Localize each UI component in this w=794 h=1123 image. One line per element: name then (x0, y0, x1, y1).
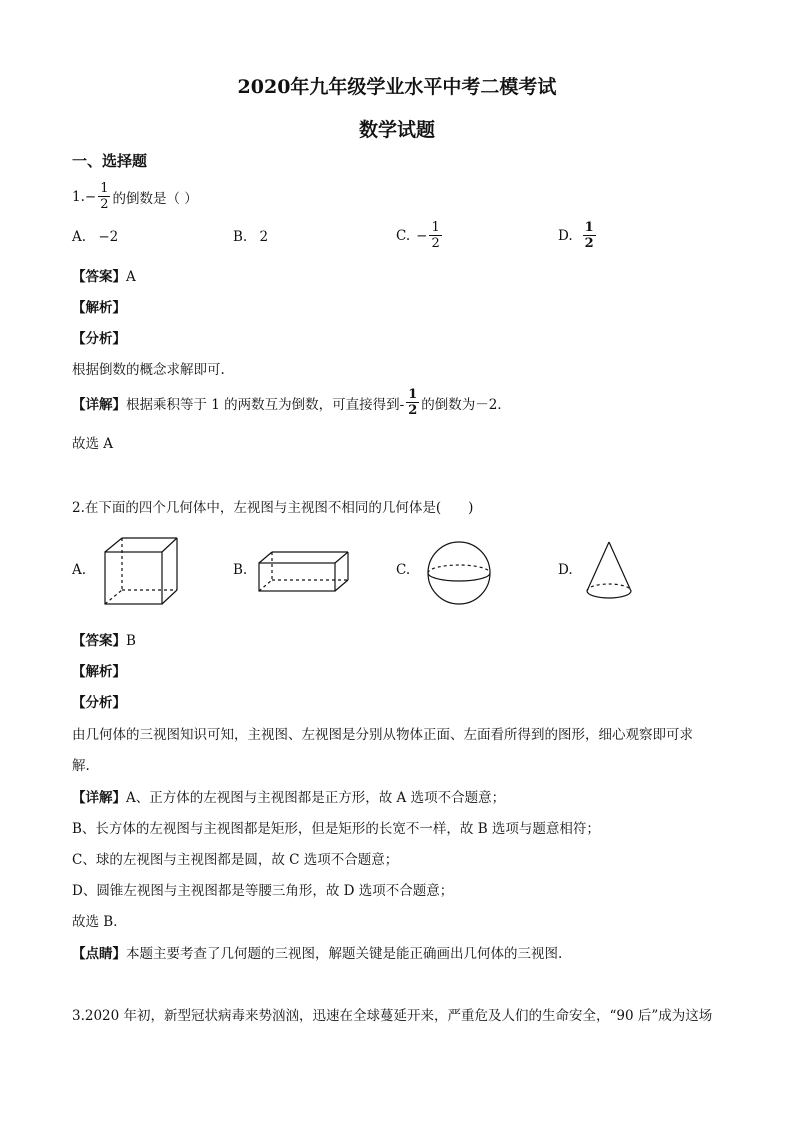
q1-analysis-label: 【解析】 (72, 300, 126, 316)
q1-option-a (72, 229, 118, 245)
q2-fenxi-line-2: 解. (72, 758, 90, 774)
fraction-denominator: 2 (408, 403, 418, 418)
option-letter: D. (558, 227, 573, 244)
cube-figure (100, 535, 182, 607)
option-letter: B. (233, 229, 248, 245)
q1-fraction (98, 181, 110, 212)
q1-minus-sign: − (84, 188, 97, 205)
q2-detail-d: D、圆锥左视图与主视图都是等腰三角形，故 D 选项不合题意； (72, 883, 454, 899)
page-title: 2020年九年级学业水平中考二模考试 (237, 76, 557, 98)
q2-option-d-label: D. (558, 562, 573, 578)
detail-text: A、正方体的左视图与主视图都是正方形，故 A 选项不合题意； (126, 790, 506, 806)
option-fraction (429, 220, 441, 251)
option-letter: A. (72, 229, 87, 245)
answer-value: B (126, 633, 136, 649)
cuboid-figure (255, 547, 353, 595)
answer-label: 【答案】 (72, 269, 126, 285)
detail-fraction (406, 387, 419, 418)
q2-option-c-label: C. (396, 562, 411, 578)
q2-option-b-label: B. (233, 562, 248, 578)
option-value: 2 (259, 229, 269, 245)
q2-fenxi-line-1: 由几何体的三视图知识可知，主视图、左视图是分别从物体正面、左面看所得到的图形，细心观察即可求 (72, 727, 693, 743)
detail-text-post: 的倒数为－2． (421, 396, 511, 413)
question-2-stem: 2.在下面的四个几何体中，左视图与主视图不相同的几何体是( ) (72, 500, 474, 516)
fraction-numerator: 1 (408, 387, 418, 402)
sphere-figure (424, 539, 494, 607)
q1-option-d (558, 220, 598, 251)
q1-choose: 故选 A (72, 436, 114, 452)
q1-answer (72, 265, 136, 285)
fraction-numerator: 1 (431, 220, 440, 235)
q2-dianjing (72, 942, 562, 962)
fraction-denominator: 2 (584, 236, 594, 251)
q2-analysis-label: 【解析】 (72, 664, 126, 680)
q1-fenxi-label: 【分析】 (72, 331, 126, 347)
option-value: −2 (98, 229, 119, 245)
question-3-stem: 3.2020 年初，新型冠状病毒来势汹汹，迅速在全球蔓延开来，严重危及人们的生命安全，“90 后”成为这场 (72, 1008, 713, 1024)
question-1-stem (72, 181, 198, 212)
q1-option-c (396, 220, 444, 251)
q2-option-a-label: A. (72, 562, 87, 578)
q1-number: 1. (72, 188, 85, 205)
dianjing-text: 本题主要考查了几何题的三视图，解题关键是能正确画出几何体的三视图. (126, 946, 563, 962)
option-letter: C. (396, 227, 411, 244)
q2-detail-c: C、球的左视图与主视图都是圆，故 C 选项不合题意； (72, 852, 399, 868)
q1-fraction-denominator: 2 (100, 197, 109, 212)
option-sign: − (416, 227, 428, 244)
fraction-denominator: 2 (431, 236, 440, 251)
q2-detail-b: B、长方体的左视图与主视图都是矩形，但是矩形的长宽不一样，故 B 选项与题意相符； (72, 821, 600, 837)
option-fraction (583, 220, 596, 251)
q1-stem-tail: 的倒数是（ ） (112, 190, 198, 207)
q1-detail (72, 387, 511, 418)
detail-label: 【详解】 (72, 396, 126, 413)
answer-label: 【答案】 (72, 633, 126, 649)
detail-text-pre: 根据乘积等于 1 的两数互为倒数，可直接得到- (126, 396, 405, 413)
page-subtitle: 数学试题 (358, 119, 435, 141)
q1-option-b (233, 229, 268, 245)
q2-answer (72, 629, 136, 649)
fraction-numerator: 1 (584, 220, 594, 235)
detail-label: 【详解】 (72, 790, 126, 806)
q1-fenxi-text: 根据倒数的概念求解即可. (72, 362, 225, 378)
cone-figure (584, 539, 636, 603)
q2-choose: 故选 B． (72, 914, 127, 930)
q1-fraction-numerator: 1 (100, 181, 109, 196)
answer-value: A (126, 269, 136, 285)
q2-fenxi-label: 【分析】 (72, 695, 126, 711)
q2-detail-a (72, 786, 505, 806)
section-heading: 一、选择题 (72, 152, 148, 170)
dianjing-label: 【点睛】 (72, 946, 126, 962)
